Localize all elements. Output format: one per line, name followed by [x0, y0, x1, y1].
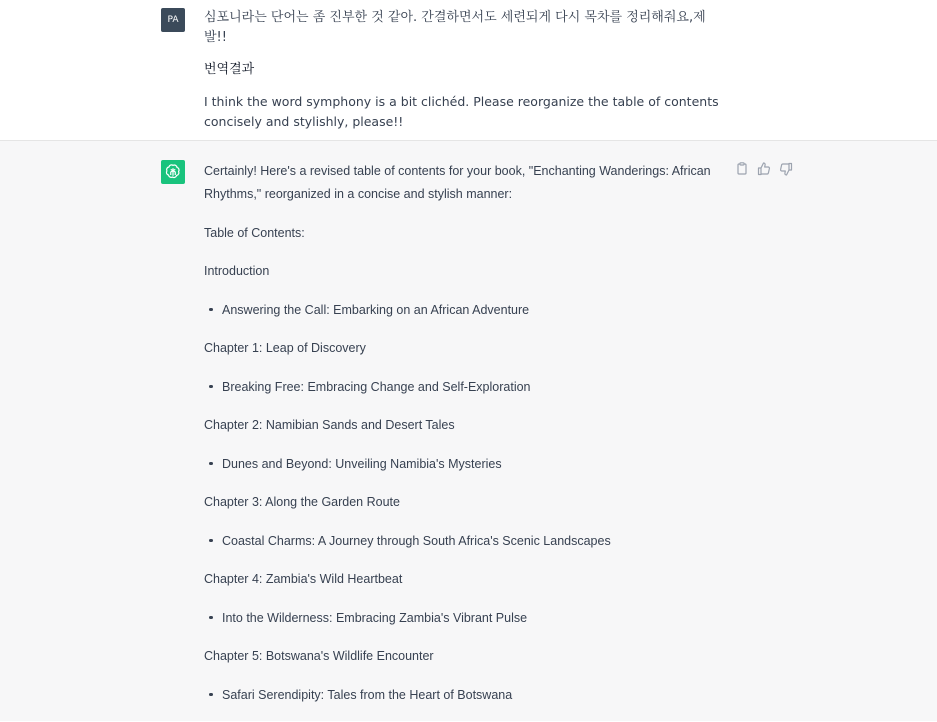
user-message-text [204, 8, 724, 132]
toc-heading: Chapter 4: Zambia's Wild Heartbeat [204, 572, 403, 586]
toc-heading: Chapter 3: Along the Garden Route [204, 495, 400, 509]
assistant-intro: Certainly! Here's a revised table of contents for your book, "Enchanting Wanderings: African Rhythms," reorganized in a concise and stylish manner: [204, 164, 711, 201]
toc-title: Table of Contents: [204, 225, 305, 240]
toc-bullet-text: Into the Wilderness: Embracing Zambia's Vibrant Pulse [222, 610, 528, 625]
toc-bullet-text: Breaking Free: Embracing Change and Self-Exploration [222, 379, 531, 394]
toc-bullet [204, 607, 729, 630]
toc-bullet-text: Dunes and Beyond: Unveiling Namibia's Mysteries [222, 456, 502, 471]
toc-heading: Chapter 1: Leap of Discovery [204, 341, 366, 355]
toc-bullet [204, 299, 729, 322]
bullet-dot [209, 308, 213, 312]
bullet-dot [209, 462, 213, 466]
toc-bullet-text: Coastal Charms: A Journey through South Africa's Scenic Landscapes [222, 533, 611, 548]
bullet-dot [209, 693, 213, 697]
assistant-avatar-icon [161, 160, 185, 184]
copy-icon[interactable] [734, 161, 750, 177]
toc-heading: Chapter 5: Botswana's Wildlife Encounter [204, 649, 434, 663]
user-message-korean: 심포니라는 단어는 좀 진부한 것 같아. 간결하면서도 세련되게 다시 목차를 정리해줘요,제발!! [204, 10, 706, 45]
bullet-dot [209, 539, 213, 543]
message-actions [734, 161, 796, 179]
user-message-english: I think the word symphony is a bit clichéd. Please reorganize the table of contents concisely and stylishly, please!! [204, 94, 719, 129]
toc-bullet [204, 530, 729, 553]
bullet-dot [209, 616, 213, 620]
toc-bullet-text: Safari Serendipity: Tales from the Heart of Botswana [222, 687, 513, 702]
user-avatar: PA [161, 8, 185, 32]
toc-bullet [204, 453, 729, 476]
user-message [0, 0, 937, 141]
toc-bullet-text: Answering the Call: Embarking on an African Adventure [222, 302, 530, 317]
bullet-dot [209, 385, 213, 389]
thumbs-down-icon[interactable] [778, 161, 794, 177]
thumbs-up-icon[interactable] [756, 161, 772, 177]
assistant-message [0, 141, 937, 721]
toc-heading: Chapter 2: Namibian Sands and Desert Tales [204, 418, 455, 432]
assistant-message-text [204, 160, 729, 722]
toc-bullet [204, 376, 729, 399]
toc-heading: Introduction [204, 264, 270, 278]
translation-label: 번역결과 [204, 62, 255, 77]
toc-bullet [204, 684, 729, 707]
